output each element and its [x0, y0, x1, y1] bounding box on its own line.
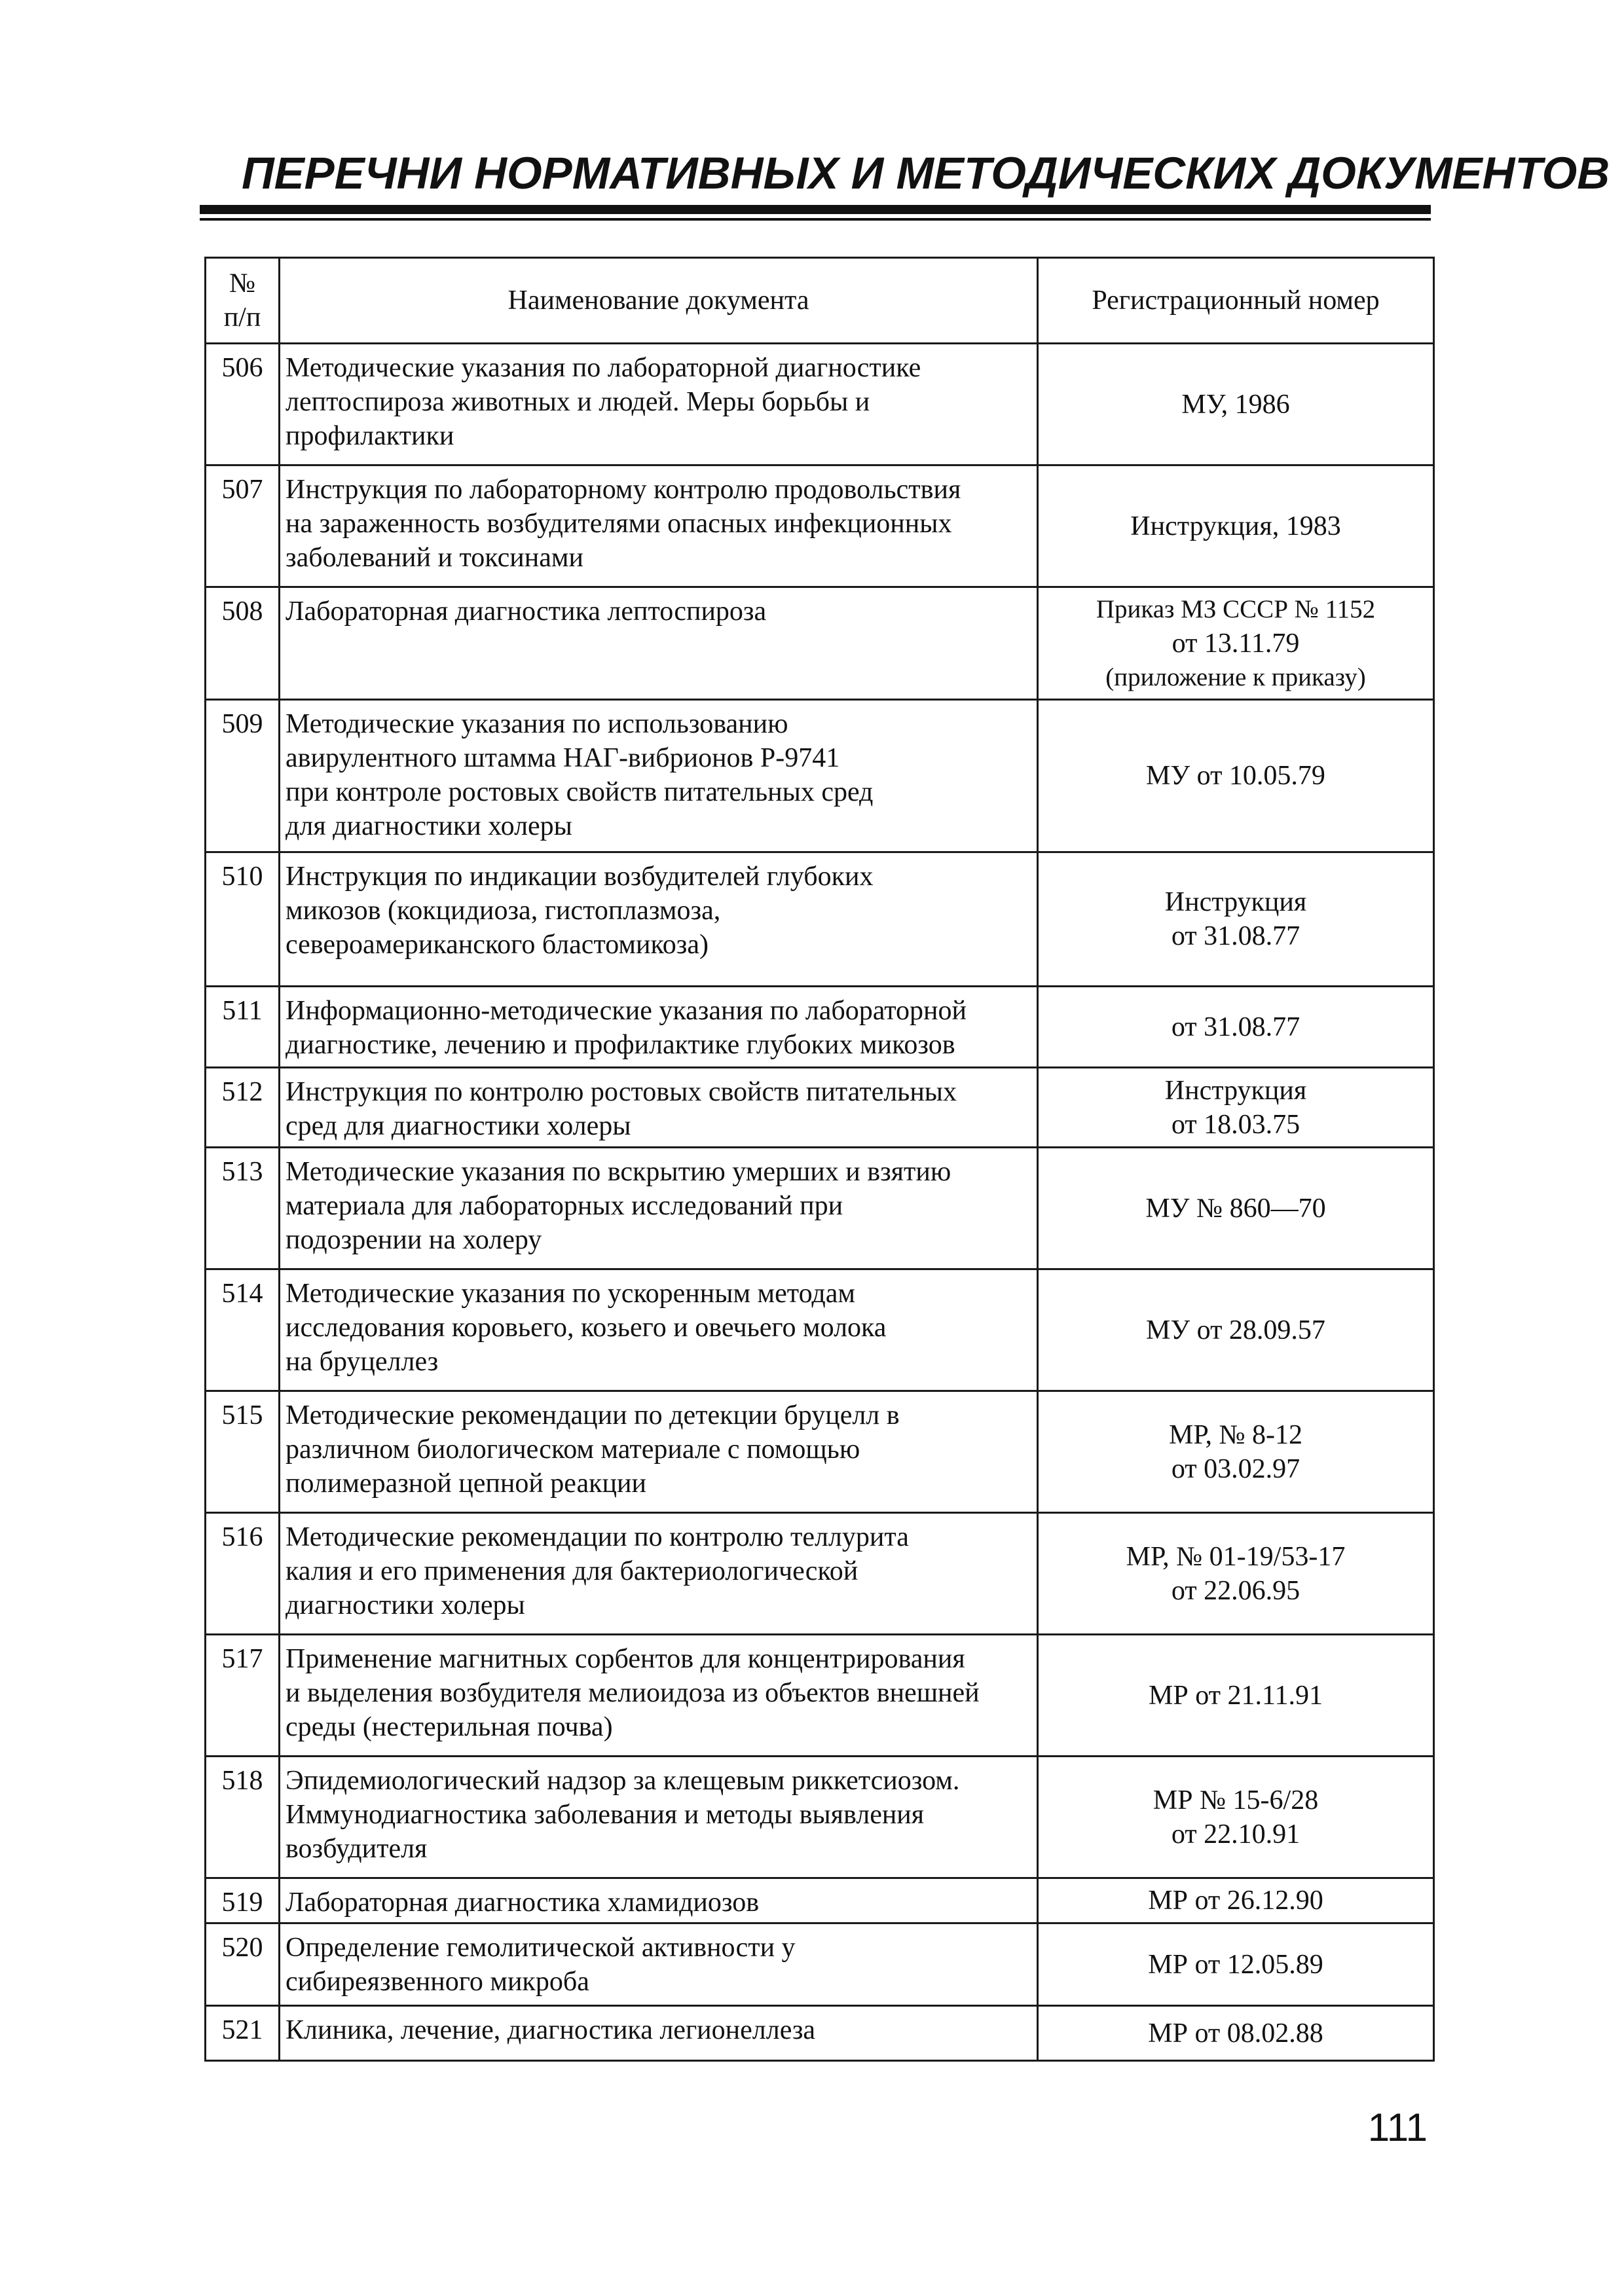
documents-table-body [206, 258, 1434, 2061]
row-number: 507 [206, 465, 280, 587]
table-row [206, 1513, 1434, 1635]
row-number: 510 [206, 852, 280, 987]
registration-line: Инструкция [1164, 1075, 1307, 1106]
registration-line: Приказ МЗ СССР № 1152 [1096, 594, 1376, 623]
table-row [206, 1269, 1434, 1391]
table-row [206, 700, 1434, 852]
page-number: 111 [1367, 2105, 1428, 2149]
registration-number [1038, 1635, 1434, 1757]
table-row [206, 987, 1434, 1068]
table-row [206, 1878, 1434, 1923]
registration-line: от 31.08.77 [1171, 1011, 1301, 1042]
registration-line: МР от 12.05.89 [1148, 1949, 1323, 1980]
page-title: ПЕРЕЧНИ НОРМАТИВНЫХ И МЕТОДИЧЕСКИХ ДОКУМЕНТОВ [242, 148, 1610, 198]
registration-number [1038, 587, 1434, 700]
document-name: Инструкция по индикации возбудителей глубоких микозов (кокцидиоза, гистоплазмоза, североамериканского бластомикоза) [280, 852, 1038, 987]
document-name: Методические указания по вскрытию умерших и взятию материала для лабораторных исследований при подозрении на холеру [280, 1148, 1038, 1269]
row-number: 513 [206, 1148, 280, 1269]
row-number: 512 [206, 1068, 280, 1148]
page-header [200, 147, 1610, 221]
table-row [206, 1148, 1434, 1269]
registration-line: МР № 15-6/28 [1153, 1785, 1319, 1815]
header-rule-thick [200, 205, 1431, 214]
document-name: Определение гемолитической активности у сибиреязвенного микроба [280, 1923, 1038, 2006]
registration-line: МУ, 1986 [1181, 389, 1290, 420]
registration-number [1038, 987, 1434, 1068]
registration-number [1038, 1068, 1434, 1148]
registration-number [1038, 1923, 1434, 2006]
table-row [206, 1068, 1434, 1148]
registration-number [1038, 1148, 1434, 1269]
registration-number [1038, 1757, 1434, 1878]
table-row [206, 1923, 1434, 2006]
document-name: Методические указания по ускоренным методам исследования коровьего, козьего и овечьего молока на бруцеллез [280, 1269, 1038, 1391]
row-number: 519 [206, 1878, 280, 1923]
documents-table [204, 257, 1435, 2062]
registration-number [1038, 1513, 1434, 1635]
registration-line: от 22.10.91 [1171, 1819, 1301, 1850]
row-number: 508 [206, 587, 280, 700]
document-name: Лабораторная диагностика хламидиозов [280, 1878, 1038, 1923]
registration-line: от 13.11.79 [1172, 628, 1300, 659]
table-row [206, 587, 1434, 700]
header-rule-thin [200, 218, 1431, 221]
registration-number [1038, 852, 1434, 987]
registration-number [1038, 1878, 1434, 1923]
registration-line: МУ от 10.05.79 [1146, 761, 1325, 791]
document-name: Методические указания по использованию авирулентного штамма НАГ-вибрионов Р-9741 при контроле ростовых свойств питательных сред для диагностики холеры [280, 700, 1038, 852]
document-name: Методические указания по лабораторной диагностике лептоспироза животных и людей. Меры борьбы и профилактики [280, 344, 1038, 465]
document-name: Информационно-методические указания по лабораторной диагностике, лечению и профилактике глубоких микозов [280, 987, 1038, 1068]
registration-number [1038, 2006, 1434, 2061]
registration-line: Инструкция, 1983 [1130, 511, 1341, 541]
registration-line: от 31.08.77 [1171, 921, 1301, 951]
table-row [206, 1635, 1434, 1757]
table-row [206, 852, 1434, 987]
header-reg-label: Регистрационный номер [1092, 285, 1380, 316]
registration-line: МР от 21.11.91 [1149, 1680, 1323, 1711]
registration-line: от 22.06.95 [1171, 1575, 1301, 1606]
registration-line: МР от 08.02.88 [1148, 2018, 1323, 2049]
table-row [206, 2006, 1434, 2061]
table-row [206, 1391, 1434, 1513]
registration-number [1038, 700, 1434, 852]
row-number: 514 [206, 1269, 280, 1391]
row-number: 511 [206, 987, 280, 1068]
header-name-label: Наименование документа [507, 285, 809, 316]
document-name: Инструкция по контролю ростовых свойств питательных сред для диагностики холеры [280, 1068, 1038, 1148]
row-number: 509 [206, 700, 280, 852]
document-name: Эпидемиологический надзор за клещевым риккетсиозом. Иммунодиагностика заболевания и методы выявления возбудителя [280, 1757, 1038, 1878]
registration-number [1038, 1269, 1434, 1391]
registration-number [1038, 465, 1434, 587]
registration-line: (приложение к приказу) [1105, 663, 1366, 691]
header-name [280, 258, 1038, 344]
registration-line: МР от 26.12.90 [1148, 1886, 1323, 1916]
row-number: 506 [206, 344, 280, 465]
registration-line: МР, № 8-12 [1168, 1419, 1302, 1450]
document-name: Клиника, лечение, диагностика легионеллеза [280, 2006, 1038, 2061]
registration-number [1038, 344, 1434, 465]
table-row [206, 344, 1434, 465]
document-name: Методические рекомендации по детекции бруцелл в различном биологическом материале с помощью полимеразной цепной реакции [280, 1391, 1038, 1513]
document-name: Методические рекомендации по контролю теллурита калия и его применения для бактериологической диагностики холеры [280, 1513, 1038, 1635]
header-num [206, 258, 280, 344]
registration-number [1038, 1391, 1434, 1513]
table-header-row [206, 258, 1434, 344]
row-number: 517 [206, 1635, 280, 1757]
document-name: Применение магнитных сорбентов для концентрирования и выделения возбудителя мелиоидоза из объектов внешней среды (нестерильная почва) [280, 1635, 1038, 1757]
row-number: 521 [206, 2006, 280, 2061]
row-number: 518 [206, 1757, 280, 1878]
document-name: Лабораторная диагностика лептоспироза [280, 587, 1038, 700]
registration-line: от 18.03.75 [1171, 1109, 1301, 1140]
registration-line: МР, № 01-19/53-17 [1126, 1541, 1346, 1572]
header-num-label: № п/п [223, 268, 261, 333]
registration-line: Инструкция [1164, 887, 1307, 917]
document-name: Инструкция по лабораторному контролю продовольствия на зараженность возбудителями опасных инфекционных заболеваний и токсинами [280, 465, 1038, 587]
row-number: 520 [206, 1923, 280, 2006]
table-row [206, 1757, 1434, 1878]
registration-line: от 03.02.97 [1171, 1453, 1301, 1484]
table-row [206, 465, 1434, 587]
registration-line: МУ № 860—70 [1145, 1193, 1326, 1224]
header-reg [1038, 258, 1434, 344]
row-number: 516 [206, 1513, 280, 1635]
row-number: 515 [206, 1391, 280, 1513]
registration-line: МУ от 28.09.57 [1146, 1315, 1325, 1345]
